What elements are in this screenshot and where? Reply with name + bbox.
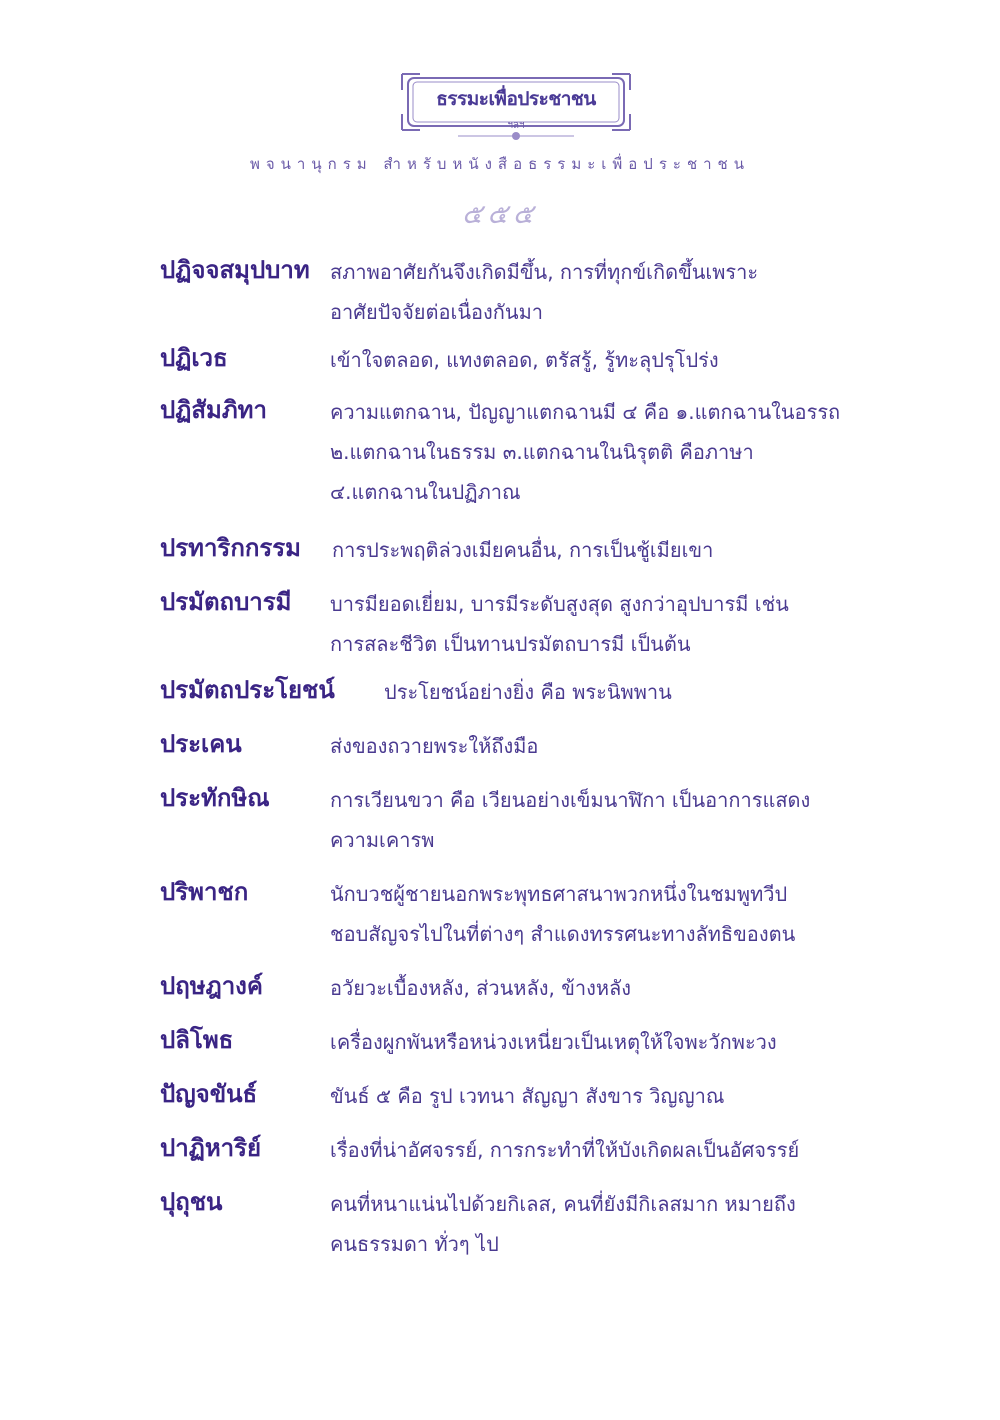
entry-definition [330,874,900,954]
definition-line: บารมียอดเยี่ยม, บารมีระดับสูงสุด สูงกว่าอุปบารมี เช่น [330,592,789,616]
glossary-entry [160,726,900,766]
entry-term: ปรมัตถประโยชน์ [160,676,335,704]
definition-line: ความแตกฉาน, ปัญญาแตกฉานมี ๔ คือ ๑.แตกฉานในอรรถ [330,400,841,424]
entry-definition [332,530,900,570]
page-subtitle: พจนานุกรม สำหรับหนังสือธรรมะเพื่อประชาชน [250,155,750,173]
entry-definition [330,726,900,766]
page-header [0,0,1000,230]
glossary-entry [160,1076,900,1116]
entry-definition [330,392,900,512]
glossary-entry [160,584,900,664]
definition-line: ส่งของถวายพระให้ถึงมือ [330,734,539,758]
entry-term: ปุถุชน [160,1188,223,1216]
definition-line: คนธรรมดา ทั่วๆ ไป [330,1232,499,1256]
definition-line: เครื่องผูกพันหรือหน่วงเหนี่ยวเป็นเหตุให้ใจพะวักพะวง [330,1030,777,1054]
glossary-entry [160,1022,900,1062]
definition-line: ประโยชน์อย่างยิ่ง คือ พระนิพพาน [384,680,672,704]
entry-term: ปาฏิหาริย์ [160,1134,262,1162]
glossary-entry [160,968,900,1008]
definition-line: การเวียนขวา คือ เวียนอย่างเข็มนาฬิกา เป็นอาการแสดง [330,788,811,812]
definition-line: ขันธ์ ๕ คือ รูป เวทนา สัญญา สังขาร วิญญาณ [330,1084,725,1108]
entry-definition [330,1076,900,1116]
entry-term: ปรมัตถบารมี [160,588,292,616]
entry-definition [330,968,900,1008]
page-number: ๕๕๕ [461,199,539,230]
entry-term: ประเคน [160,730,242,758]
entry-term: ปฤษฎางค์ [160,972,263,1000]
definition-line: นักบวชผู้ชายนอกพระพุทธศาสนาพวกหนึ่งในชมพูทวีป [330,882,788,906]
entry-term: ปฏิสัมภิทา [160,396,267,424]
definition-line: การสละชีวิต เป็นทานปรมัตถบารมี เป็นต้น [330,632,691,656]
definition-line: คนที่หนาแน่นไปด้วยกิเลส, คนที่ยังมีกิเลสมาก หมายถึง [330,1192,796,1216]
definition-line: เรื่องที่น่าอัศจรรย์, การกระทำที่ให้บังเกิดผลเป็นอัศจรรย์ [330,1138,800,1162]
logo-subtext: ฯลฯ [507,120,525,131]
entry-term: ปฏิจจสมุปบาท [160,256,310,284]
entry-term: ปฏิเวธ [160,344,228,372]
definition-line: อาศัยปัจจัยต่อเนื่องกันมา [330,300,543,324]
definition-line: การประพฤติล่วงเมียคนอื่น, การเป็นชู้เมียเขา [332,538,714,562]
entry-definition [330,252,900,332]
entry-term: ปรทาริกกรรม [160,534,301,562]
definition-line: เข้าใจตลอด, แทงตลอด, ตรัสรู้, รู้ทะลุปรุโปร่ง [330,348,719,372]
glossary-entry [160,530,900,570]
glossary-entry [160,672,900,712]
entry-term: ประทักษิณ [160,784,270,812]
glossary-entry [160,340,900,380]
entry-term: ปลิโพธ [160,1026,234,1054]
glossary-entry [160,392,900,512]
glossary-entry [160,780,900,860]
glossary-entry [160,252,900,332]
entry-term: ปริพาชก [160,878,249,906]
definition-line: ความเคารพ [330,828,435,852]
entry-term: ปัญจขันธ์ [160,1080,258,1108]
glossary-entry [160,874,900,954]
entry-definition [330,1022,900,1062]
entry-definition [330,584,900,664]
definition-line: สภาพอาศัยกันจึงเกิดมีขึ้น, การที่ทุกข์เกิดขึ้นเพราะ [330,260,759,284]
logo-title: ธรรมะเพื่อประชาชน [436,88,596,110]
entry-definition [330,1184,900,1264]
definition-line: อวัยวะเบื้องหลัง, ส่วนหลัง, ข้างหลัง [330,976,632,1000]
book-logo [398,72,634,150]
definition-line: ๒.แตกฉานในธรรม ๓.แตกฉานในนิรุตติ คือภาษา [330,440,754,464]
entry-definition [330,1130,900,1170]
entry-definition [330,780,900,860]
definition-line: ๔.แตกฉานในปฏิภาณ [330,480,521,504]
entry-definition [384,672,900,712]
definition-line: ชอบสัญจรไปในที่ต่างๆ สำแดงทรรศนะทางลัทธิของตน [330,922,796,946]
glossary-entry [160,1130,900,1170]
entry-definition [330,340,900,380]
glossary-entry [160,1184,900,1264]
